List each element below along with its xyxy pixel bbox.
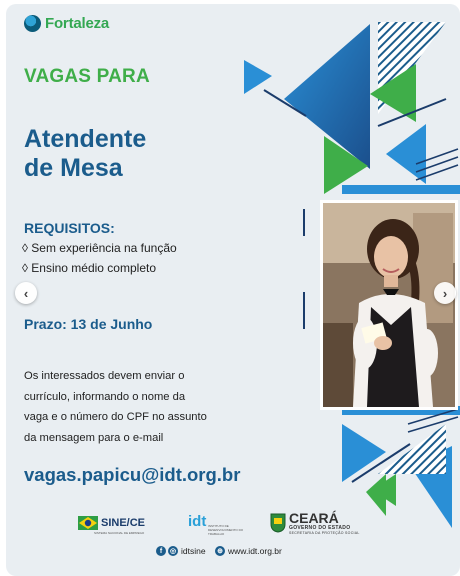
carousel-next-button[interactable] bbox=[434, 282, 456, 304]
idt-subtitle: INSTITUTO DE DESENVOLVIMENTO DO TRABALHO bbox=[208, 524, 244, 536]
ceara-government-logo bbox=[270, 511, 360, 535]
deadline: Prazo: 13 de Junho bbox=[24, 316, 153, 332]
instructions-line: Os interessados devem enviar o bbox=[24, 370, 185, 382]
idt-label: idt bbox=[188, 513, 207, 530]
facebook-icon[interactable]: f bbox=[156, 546, 166, 556]
requirements-list bbox=[22, 238, 177, 278]
globe-web-icon: ⊕ bbox=[215, 546, 225, 556]
idt-logo bbox=[188, 513, 244, 536]
requirement-item: ◊ Ensino médio completo bbox=[22, 261, 156, 275]
brazil-flag-icon bbox=[78, 516, 98, 530]
job-title-line1: Atendente bbox=[24, 125, 147, 153]
social-handle[interactable]: idtsine bbox=[181, 546, 206, 556]
brand-name: Fortaleza bbox=[45, 15, 110, 32]
ceara-crest-icon bbox=[270, 513, 286, 533]
ceara-label: CEARÁ bbox=[289, 510, 339, 526]
chevron-right-icon: › bbox=[442, 285, 448, 301]
ceara-subtitle: GOVERNO DO ESTADO bbox=[289, 525, 351, 531]
requirement-item: ◊ Sem experiência na função bbox=[22, 241, 177, 255]
website-link[interactable]: www.idt.org.br bbox=[228, 546, 282, 556]
requirements-title: REQUISITOS: bbox=[24, 220, 115, 236]
vagas-para-heading: VAGAS PARA bbox=[24, 66, 150, 87]
job-title bbox=[24, 125, 146, 183]
instructions-line: da mensagem para o e-mail bbox=[24, 431, 164, 444]
instagram-icon[interactable]: ◎ bbox=[169, 548, 177, 555]
partner-logos bbox=[6, 509, 460, 549]
carousel-prev-button[interactable] bbox=[15, 282, 37, 304]
instructions-text bbox=[24, 366, 229, 448]
sine-ce-logo bbox=[78, 516, 146, 535]
globe-icon bbox=[24, 15, 41, 32]
chevron-left-icon: ‹ bbox=[23, 285, 29, 301]
instructions-line: vaga e o número do CPF no assunto bbox=[24, 411, 207, 423]
job-post-card bbox=[6, 4, 460, 576]
brand-logo bbox=[24, 15, 109, 32]
job-title-line2: de Mesa bbox=[24, 154, 123, 182]
sine-subtitle: SISTEMA NACIONAL DE EMPREGO bbox=[94, 531, 145, 535]
social-links bbox=[6, 544, 460, 560]
ceara-subtitle-2: SECRETARIA DA PROTEÇÃO SOCIAL bbox=[289, 531, 360, 535]
instructions-line: currículo, informando o nome da bbox=[24, 390, 186, 403]
waitress-photo bbox=[320, 200, 458, 410]
contact-email: vagas.papicu@idt.org.br bbox=[24, 464, 241, 485]
sine-ce-label: SINE/CE bbox=[101, 517, 146, 529]
